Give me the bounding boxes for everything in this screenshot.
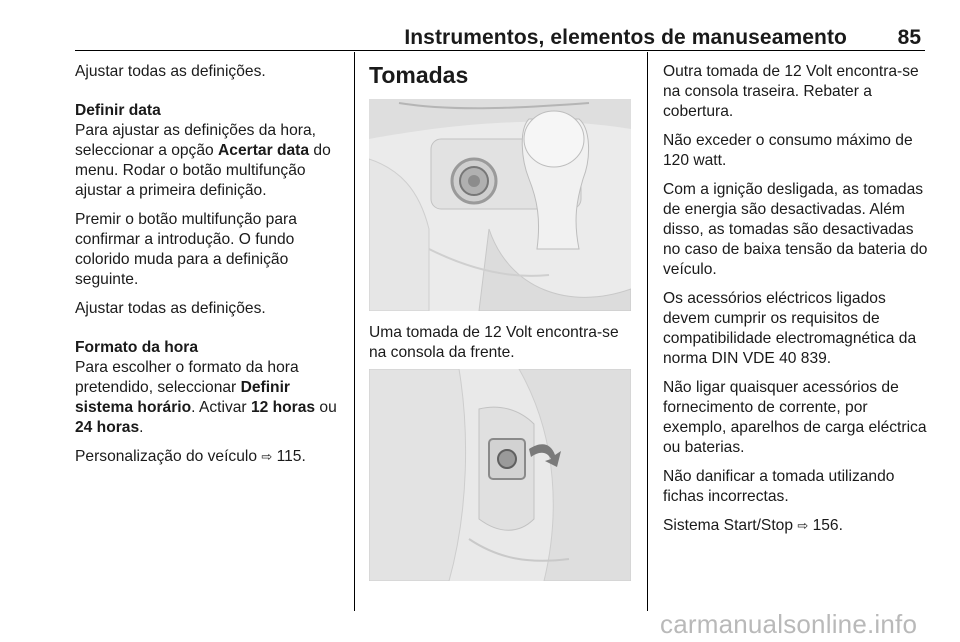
- page-header: [75, 26, 925, 50]
- paragraph: Não exceder o consumo máximo de 120 watt.: [663, 132, 913, 169]
- page-ref-arrow-icon: ⇨: [797, 518, 809, 533]
- page-number: 85: [897, 26, 921, 49]
- menu-option: 24 horas: [75, 419, 140, 436]
- paragraph: Não ligar quaisquer acessórios de fornecimento de corrente, por exemplo, aparelhos de carga eléctrica ou baterias.: [663, 379, 927, 456]
- figure-caption: [369, 323, 635, 372]
- rear-console-socket-illustration: [369, 369, 631, 581]
- menu-option: 12 horas: [250, 399, 316, 416]
- paragraph: Com a ignição desligada, as tomadas de energia são desactivadas. Além disso, as tomadas são desactivadas no caso de baixa tensão da bateria do veículo.: [663, 181, 928, 278]
- paragraph: Para escolher o formato da hora pretendido, seleccionar Definir sistema horário. Activar 12 horas ou 24 horas.: [75, 359, 337, 436]
- menu-option: Acertar data: [218, 142, 310, 159]
- paragraph: Outra tomada de 12 Volt encontra-se na consola traseira. Rebater a cobertura.: [663, 63, 919, 120]
- menu-option: Definir sistema horário: [75, 379, 290, 416]
- cross-reference[interactable]: Personalização do veículo ⇨ 115.: [75, 448, 306, 465]
- header-title: Instrumentos, elementos de manuseamento: [404, 26, 847, 49]
- subheading-definir-data: Definir data: [75, 102, 161, 119]
- column-divider-right: [647, 52, 648, 611]
- watermark: carmanualsonline.info: [660, 609, 918, 639]
- subheading-formato-hora: Formato da hora: [75, 339, 199, 356]
- paragraph: Os acessórios eléctricos ligados devem cumprir os requisitos de compatibilidade electromagnética da norma DIN VDE 40 839.: [663, 290, 917, 367]
- column-right: [663, 62, 928, 545]
- front-console-socket-illustration: [369, 99, 631, 311]
- paragraph: Ajustar todas as definições.: [75, 300, 266, 317]
- caption-text: Uma tomada de 12 Volt encontra-se na consola da frente.: [369, 324, 619, 361]
- cross-reference[interactable]: Sistema Start/Stop ⇨ 156.: [663, 517, 843, 534]
- column-divider-left: [354, 52, 355, 611]
- section-title: Tomadas: [369, 62, 469, 88]
- column-left: [75, 62, 343, 476]
- page-ref-arrow-icon: ⇨: [261, 449, 273, 464]
- paragraph: Não danificar a tomada utilizando fichas incorrectas.: [663, 468, 895, 505]
- header-rule: [75, 50, 925, 51]
- paragraph: Ajustar todas as definições.: [75, 63, 266, 80]
- paragraph: Para ajustar as definições da hora, seleccionar a opção Acertar data do menu. Rodar o botão multifunção ajustar a primeira definição.: [75, 122, 331, 199]
- column-middle: [369, 62, 635, 97]
- paragraph: Premir o botão multifunção para confirmar a introdução. O fundo colorido muda para a definição seguinte.: [75, 211, 297, 288]
